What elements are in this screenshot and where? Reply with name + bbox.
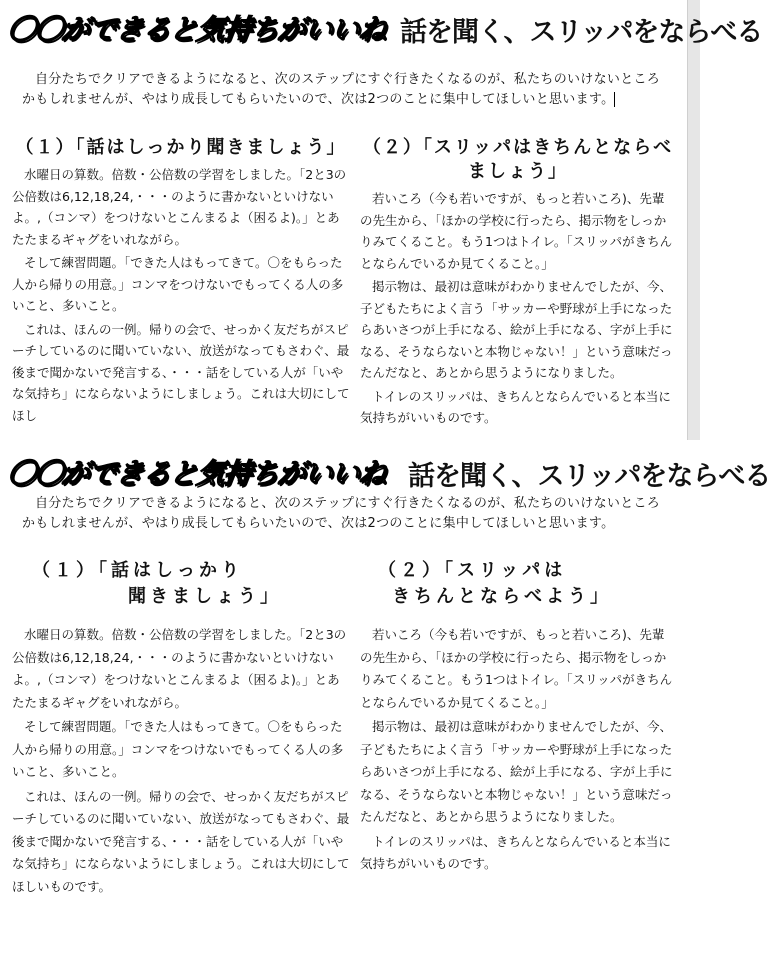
right-heading: （２）「スリッパはきちんとならべましょう」 [362, 137, 674, 182]
left-paragraph: そして練習問題。「できた人はもってきて。〇をもらった人から帰りの用意。」コンマをつけないでもってくる人の多いこと、多いこと。 [12, 719, 344, 779]
title-right: 話を聞く、スリッパをならべる [400, 17, 763, 48]
right-paragraph: 若いころ（今も若いですが、もっと若いころ)、先輩の先生から、「ほかの学校に行ったら、掲示物をしっかりみてくること。もう1つはトイレ。「スリッパがきちんとならんでいるか見てくること。」 [360, 191, 673, 271]
intro-text: 自分たちでクリアできるようになると、次のステップにすぐ行きたくなるのが、私たちのいけないところかもしれませんが、やはり成長してもらいたいので、次は2つのことに集中してほしいと思います。 [22, 72, 661, 107]
right-heading-line-2: きちんとならべよう」 [392, 586, 612, 607]
left-heading-line-2: 聞きましょう」 [128, 586, 282, 607]
left-heading: （１）「話はしっかり聞きましょう」 [15, 137, 347, 158]
left-column[interactable] [12, 624, 350, 898]
text-cursor [614, 92, 615, 107]
left-paragraph: 水曜日の算数。倍数・公倍数の学習をしました。「2と3の公倍数は6,12,18,24,・・・のように書かないといけないよ。,（コンマ）をつけないとこんまるよ（困るよ)。」とあたたまるギャグをいれながら。 [12, 167, 347, 247]
right-paragraph: トイレのスリッパは、きちんとならんでいると本当に気持ちがいいものです。 [360, 388, 671, 425]
right-paragraph: トイレのスリッパは、きちんとならんでいると本当に気持ちがいいものです。 [360, 833, 671, 871]
left-heading-line-1: （１）「話はしっかり [32, 560, 243, 581]
document-section-1 [0, 0, 763, 440]
vertical-scrollbar[interactable] [687, 0, 700, 440]
left-paragraph: これは、ほんの一例。帰りの会で、せっかく友だちがスピーチしているのに聞いていない、放送がなってもさわぐ、最後まで聞かないで発言する、・・・話をしている人が「いやな気持ち」にならないようにしましょう。これは大切にしてほしいものです。 [12, 788, 350, 894]
left-paragraph: これは、ほんの一例。帰りの会で、せっかく友だちがスピーチしているのに聞いていない、放送がなってもさわぐ、最後まで聞かないで発言する、・・・話をしている人が「いやな気持ち」にならないようにしましょう。これは大切にしてほし [12, 321, 350, 423]
title-row [5, 452, 770, 492]
right-heading-line-1: （２）「スリッパは [378, 560, 567, 581]
title-row [5, 8, 763, 48]
right-column[interactable] [360, 136, 676, 429]
title-right: 話を聞く、スリッパをならべる [408, 461, 770, 492]
title-left: 〇〇ができると気持ちがいいね [5, 457, 389, 490]
left-column[interactable] [12, 136, 350, 426]
left-paragraph: 水曜日の算数。倍数・公倍数の学習をしました。「2と3の公倍数は6,12,18,24,・・・のように書かないといけないよ。,（コンマ）をつけないとこんまるよ（困るよ)。」とあたたまるギャグをいれながら。 [12, 627, 347, 710]
intro-paragraph[interactable] [22, 494, 672, 534]
right-paragraph: 掲示物は、最初は意味がわかりませんでしたが、今、子どもたちによく言う「サッカーや野球が上手になったらあいさつが上手になる、絵が上手になる、字が上手になる、そうならないと本物じゃない！」という意味だったんだなと、あとから思うようになりました。 [360, 279, 673, 380]
right-column[interactable] [360, 624, 676, 876]
title-left: 〇〇ができると気持ちがいいね [5, 13, 389, 46]
intro-paragraph[interactable] [22, 70, 672, 110]
document-section-2 [0, 440, 770, 956]
right-paragraph: 若いころ（今も若いですが、もっと若いころ)、先輩の先生から、「ほかの学校に行ったら、掲示物をしっかりみてくること。もう1つはトイレ。「スリッパがきちんとならんでいるか見てくること。」 [360, 627, 673, 710]
intro-text: 自分たちでクリアできるようになると、次のステップにすぐ行きたくなるのが、私たちのいけないところかもしれませんが、やはり成長してもらいたいので、次は2つのことに集中してほしいと思います。 [22, 496, 661, 531]
right-paragraph: 掲示物は、最初は意味がわかりませんでしたが、今、子どもたちによく言う「サッカーや野球が上手になったらあいさつが上手になる、絵が上手になる、字が上手になる、そうならないと本物じゃない！」という意味だったんだなと、あとから思うようになりました。 [360, 719, 673, 824]
left-paragraph: そして練習問題。「できた人はもってきて。〇をもらった人から帰りの用意。」コンマをつけないでもってくる人の多いこと、多いこと。 [12, 255, 344, 313]
